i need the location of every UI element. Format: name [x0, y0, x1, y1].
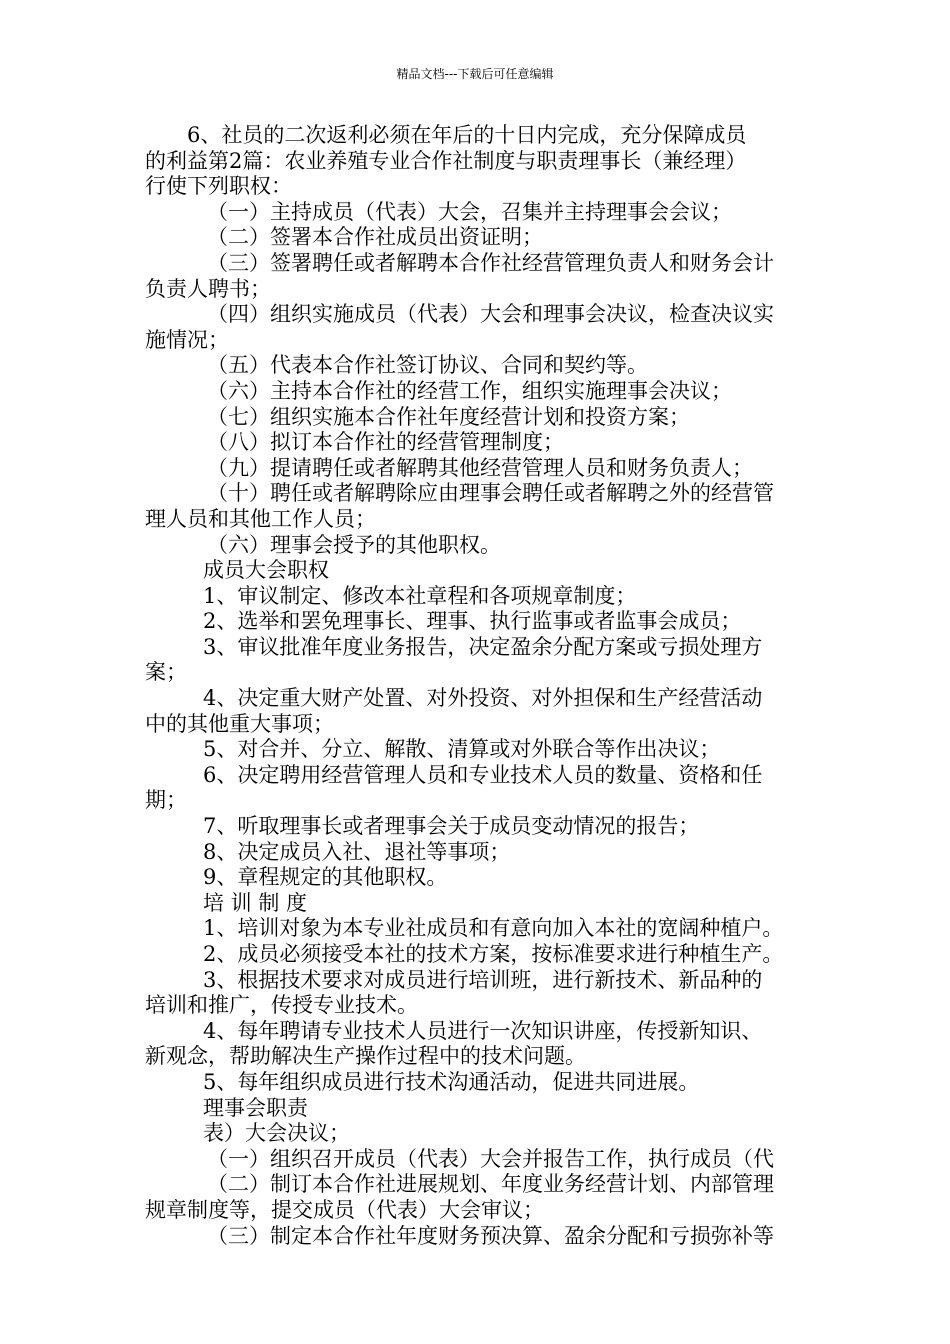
text-line: 表）大会决议； [203, 1121, 350, 1146]
text-line: 期； [145, 788, 187, 813]
text-line: 负责人聘书； [145, 276, 271, 301]
text-line: 9、章程规定的其他职权。 [203, 865, 448, 890]
text-line: （八）拟订本合作社的经营管理制度； [207, 430, 564, 455]
text-line: 的利益第2篇：农业养殖专业合作社制度与职责理事长（兼经理） [145, 148, 747, 173]
text-line: 培 训 制 度 [203, 890, 308, 915]
text-line: 中的其他重大事项； [145, 711, 334, 736]
text-line: 3、审议批准年度业务报告，决定盈余分配方案或亏损处理方 [203, 634, 763, 659]
text-line: 理人员和其他工作人员； [145, 506, 376, 531]
text-line: 7、听取理事长或者理事会关于成员变动情况的报告； [203, 814, 700, 839]
text-line: （三）制定本合作社年度财务预决算、盈余分配和亏损弥补等 [207, 1223, 774, 1248]
text-line: 行使下列职权： [145, 174, 292, 199]
text-line: （六）理事会授予的其他职权。 [207, 532, 501, 557]
text-line: （一）主持成员（代表）大会，召集并主持理事会会议； [207, 199, 732, 224]
text-line: 1、审议制定、修改本社章程和各项规章制度； [203, 583, 637, 608]
text-line: 培训和推广，传授专业技术。 [145, 993, 418, 1018]
text-line: 1、培训对象为本专业社成员和有意向加入本社的宽阔种植户。 [203, 916, 784, 941]
text-line: 4、每年聘请专业技术人员进行一次知识讲座，传授新知识、 [203, 1018, 763, 1043]
text-line: 6、决定聘用经营管理人员和专业技术人员的数量、资格和任 [203, 762, 763, 787]
text-line: （一）组织召开成员（代表）大会并报告工作，执行成员（代 [207, 1146, 774, 1171]
text-line: 施情况； [145, 327, 229, 352]
text-line: 规章制度等，提交成员（代表）大会审议； [145, 1197, 544, 1222]
text-line: 成员大会职权 [203, 558, 329, 583]
text-line: 新观念，帮助解决生产操作过程中的技术问题。 [145, 1044, 586, 1069]
text-line: （四）组织实施成员（代表）大会和理事会决议，检查决议实 [207, 302, 774, 327]
text-line: 2、成员必须接受本社的技术方案，按标准要求进行种植生产。 [203, 942, 784, 966]
text-line: 5、每年组织成员进行技术沟通活动，促进共同进展。 [203, 1069, 700, 1094]
text-line: 案； [145, 660, 187, 685]
text-line: （六）主持本合作社的经营工作，组织实施理事会决议； [207, 378, 732, 403]
text-line: （十）聘任或者解聘除应由理事会聘任或者解聘之外的经营管 [207, 481, 774, 506]
text-line: （二）制订本合作社进展规划、年度业务经营计划、内部管理 [207, 1172, 774, 1197]
text-line: 理事会职责 [203, 1095, 308, 1120]
text-line: （二）签署本合作社成员出资证明； [207, 225, 543, 250]
text-line: 2、选举和罢免理事长、理事、执行监事或者监事会成员； [203, 609, 742, 634]
text-line: （三）签署聘任或者解聘本合作社经营管理负责人和财务会计 [207, 250, 774, 275]
text-line: 3、根据技术要求对成员进行培训班，进行新技术、新品种的 [203, 967, 763, 992]
text-line: （七）组织实施本合作社年度经营计划和投资方案； [207, 404, 690, 429]
text-line: 6、社员的二次返利必须在年后的十日内完成，充分保障成员 [187, 123, 747, 147]
text-line: （五）代表本合作社签订协议、合同和契约等。 [207, 353, 648, 378]
text-line: （九）提请聘任或者解聘其他经营管理人员和财务负责人； [207, 455, 753, 480]
text-line: 5、对合并、分立、解散、清算或对外联合等作出决议； [203, 737, 721, 762]
text-line: 4、决定重大财产处置、对外投资、对外担保和生产经营活动 [203, 686, 763, 711]
document-body [145, 123, 807, 1249]
page-header: 精品文档---下载后可任意编辑 [396, 67, 554, 81]
text-line: 8、决定成员入社、退社等事项； [203, 839, 511, 864]
